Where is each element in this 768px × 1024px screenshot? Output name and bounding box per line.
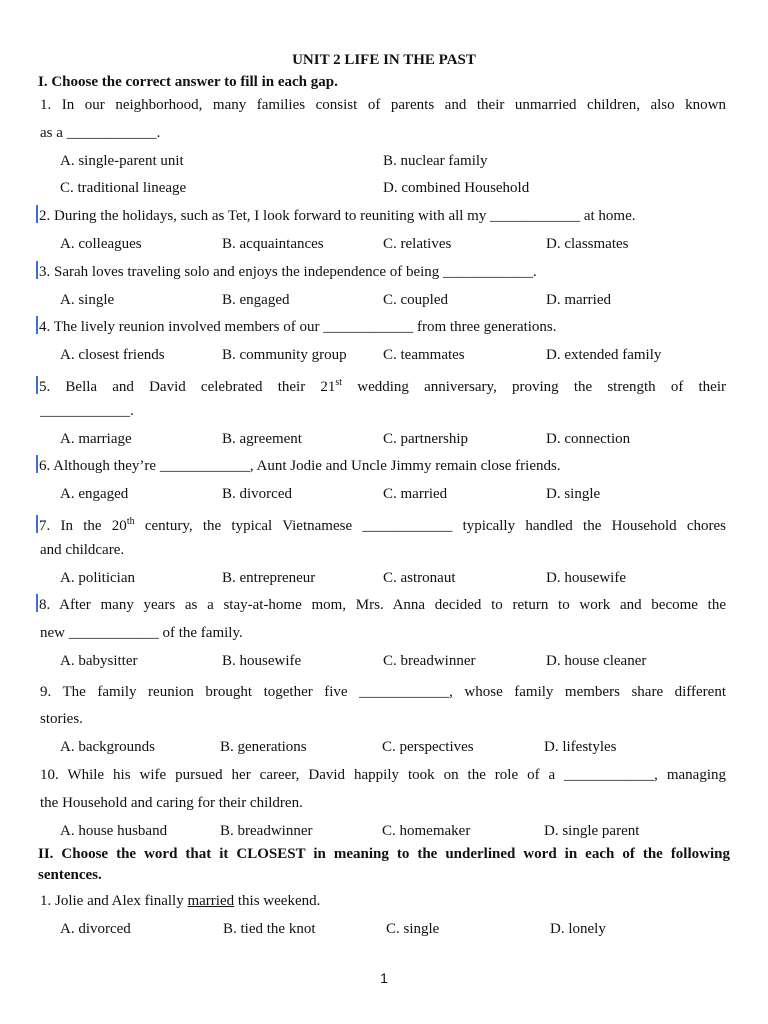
page-title: UNIT 2 LIFE IN THE PAST: [292, 52, 476, 68]
question-3-options: [60, 289, 760, 311]
edit-marker: [36, 594, 38, 612]
option-a[interactable]: A. marriage: [60, 431, 132, 447]
option-d[interactable]: D. married: [546, 292, 611, 308]
question-1-options-row-2: [60, 177, 760, 199]
option-d[interactable]: D. connection: [546, 431, 631, 447]
question-5-line-2: ____________.: [40, 403, 134, 419]
option-b[interactable]: B. community group: [222, 347, 347, 363]
question-8: 8. After many years as a stay-at-home mom, Mrs. Anna decided to return to work and become the: [36, 594, 726, 616]
edit-marker: [36, 316, 38, 334]
question-4-options: [60, 344, 760, 366]
section-2-heading: II. Choose the word that it CLOSEST in meaning to the underlined word in each of the following: [38, 846, 730, 862]
option-a[interactable]: A. house husband: [60, 823, 168, 839]
question-6: 6. Although they’re ____________, Aunt Jodie and Uncle Jimmy remain close friends.: [36, 455, 561, 477]
question-1-line-2: as a ____________.: [40, 125, 161, 141]
question-3: 3. Sarah loves traveling solo and enjoys the independence of being ____________.: [36, 261, 537, 283]
option-a[interactable]: A. colleagues: [60, 236, 142, 252]
option-b[interactable]: B. entrepreneur: [222, 570, 316, 586]
option-a[interactable]: A. single: [60, 292, 115, 308]
option-a[interactable]: A. closest friends: [60, 347, 165, 363]
option-d[interactable]: D. lifestyles: [544, 739, 617, 755]
edit-marker: [36, 515, 38, 533]
question-5: 5. Bella and David celebrated their 21st wedding anniversary, proving the strength of their: [36, 372, 726, 398]
option-b[interactable]: B. engaged: [222, 292, 290, 308]
edit-marker: [36, 205, 38, 223]
question-10-line-2: the Household and caring for their children.: [40, 795, 303, 811]
option-d[interactable]: D. single parent: [544, 823, 640, 839]
section-1-heading: I. Choose the correct answer to fill in each gap.: [38, 74, 338, 90]
question-8-line-2: new ____________ of the family.: [40, 625, 243, 641]
question-8-options: [60, 650, 760, 672]
option-b[interactable]: B. agreement: [222, 431, 302, 447]
option-b[interactable]: B. tied the knot: [223, 921, 316, 937]
option-d[interactable]: D. classmates: [546, 236, 629, 252]
option-c[interactable]: C. homemaker: [382, 823, 471, 839]
option-c[interactable]: C. teammates: [383, 347, 465, 363]
edit-marker: [36, 376, 38, 394]
option-d[interactable]: D. combined Household: [383, 180, 530, 196]
question-1-options: [60, 150, 760, 172]
option-c[interactable]: C. single: [386, 921, 440, 937]
question-9: 9. The family reunion brought together five ____________, whose family members share different: [40, 684, 726, 700]
option-a[interactable]: A. babysitter: [60, 653, 138, 669]
option-b[interactable]: B. housewife: [222, 653, 302, 669]
question-2: 2. During the holidays, such as Tet, I look forward to reuniting with all my ____________ at home.: [36, 205, 636, 227]
option-b[interactable]: B. divorced: [222, 486, 292, 502]
section-2-question-1: 1. Jolie and Alex finally married this weekend.: [40, 893, 321, 909]
question-4: 4. The lively reunion involved members of our ____________ from three generations.: [36, 316, 557, 338]
option-c[interactable]: C. coupled: [383, 292, 448, 308]
question-7-options: [60, 567, 760, 589]
option-a[interactable]: A. politician: [60, 570, 135, 586]
option-c[interactable]: C. traditional lineage: [60, 180, 187, 196]
option-b[interactable]: B. generations: [220, 739, 307, 755]
question-10-options: [60, 820, 760, 842]
option-c[interactable]: C. relatives: [383, 236, 452, 252]
option-d[interactable]: D. single: [546, 486, 601, 502]
section-2-question-1-options: [60, 918, 760, 940]
option-a[interactable]: A. backgrounds: [60, 739, 155, 755]
question-1: 1. In our neighborhood, many families consist of parents and their unmarried children, also known: [40, 97, 726, 113]
page-number: 1: [380, 970, 388, 986]
option-d[interactable]: D. housewife: [546, 570, 626, 586]
question-2-options: [60, 233, 760, 255]
option-a[interactable]: A. engaged: [60, 486, 129, 502]
option-c[interactable]: C. married: [383, 486, 448, 502]
question-9-line-2: stories.: [40, 711, 83, 727]
option-d[interactable]: D. lonely: [550, 921, 606, 937]
option-d[interactable]: D. house cleaner: [546, 653, 647, 669]
edit-marker: [36, 455, 38, 473]
question-5-options: [60, 428, 760, 450]
option-c[interactable]: C. astronaut: [383, 570, 456, 586]
option-d[interactable]: D. extended family: [546, 347, 662, 363]
option-c[interactable]: C. partnership: [383, 431, 468, 447]
option-b[interactable]: B. acquaintances: [222, 236, 324, 252]
option-c[interactable]: C. breadwinner: [383, 653, 476, 669]
question-6-options: [60, 483, 760, 505]
section-2-heading-line-2: sentences.: [38, 867, 102, 883]
option-b[interactable]: B. breadwinner: [220, 823, 313, 839]
edit-marker: [36, 261, 38, 279]
option-a[interactable]: A. single-parent unit: [60, 153, 184, 169]
question-10: 10. While his wife pursued her career, David happily took on the role of a ____________, managing: [40, 767, 726, 783]
option-c[interactable]: C. perspectives: [382, 739, 474, 755]
underlined-word: married: [187, 893, 235, 909]
question-7-line-2: and childcare.: [40, 542, 125, 558]
option-a[interactable]: A. divorced: [60, 921, 131, 937]
option-b[interactable]: B. nuclear family: [383, 153, 488, 169]
question-7: 7. In the 20th century, the typical Vietnamese ____________ typically handled the Household chores: [36, 511, 726, 537]
question-9-options: [60, 736, 760, 758]
